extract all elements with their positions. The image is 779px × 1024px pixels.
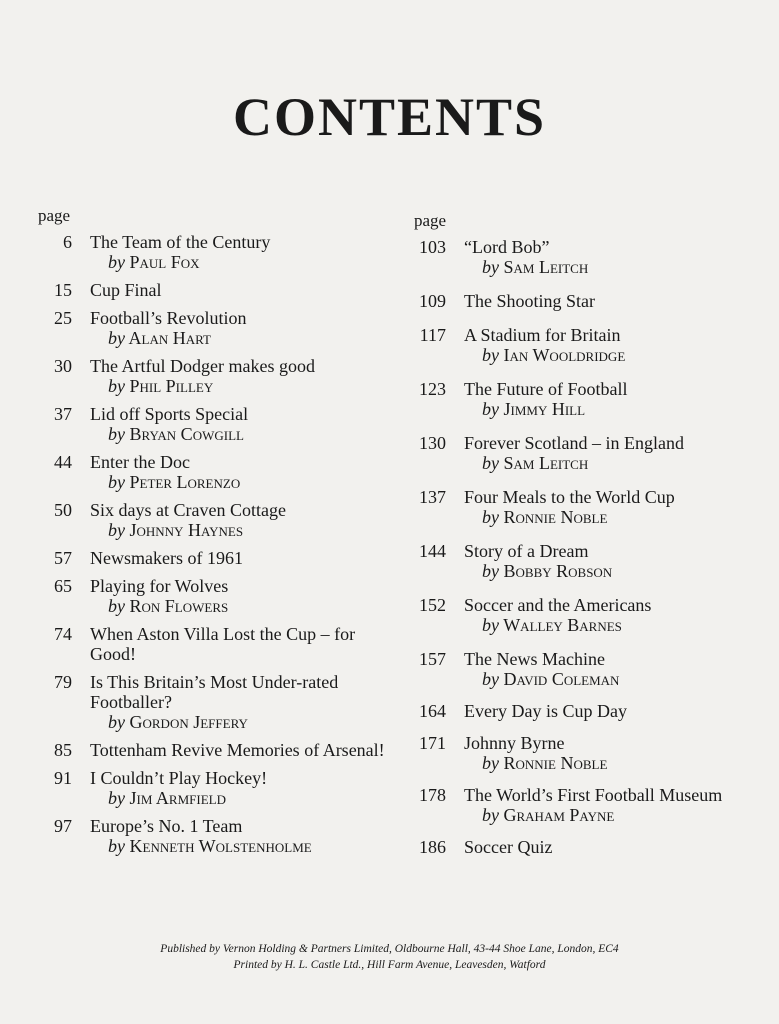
page-column-label: page — [38, 206, 71, 225]
toc-entry — [38, 672, 388, 732]
entry-author-line — [90, 252, 388, 272]
entry-author-line — [464, 615, 754, 635]
toc-entry — [38, 356, 388, 396]
toc-entry — [414, 837, 754, 857]
entry-author: Gordon Jeffery — [129, 712, 248, 732]
entry-title: Story of a Dream — [464, 541, 589, 561]
entry-title: Six days at Craven Cottage — [90, 500, 286, 520]
entry-title: I Couldn’t Play Hockey! — [90, 768, 268, 788]
entry-author: Ron Flowers — [129, 596, 229, 616]
toc-entry — [414, 541, 754, 581]
entry-page: 171 — [419, 733, 446, 753]
entry-title: Newsmakers of 1961 — [90, 548, 243, 568]
page-title: CONTENTS — [232, 87, 547, 147]
toc-entry — [38, 548, 388, 568]
entry-page: 44 — [54, 452, 72, 472]
entry-author-line — [464, 453, 754, 473]
entry-by: by — [482, 615, 499, 635]
entry-by: by — [108, 520, 125, 540]
entry-by: by — [482, 805, 499, 825]
entry-author: Peter Lorenzo — [129, 472, 241, 492]
entry-author: Sam Leitch — [503, 453, 589, 473]
entry-page: 65 — [54, 576, 72, 596]
entry-title: The World’s First Football Museum — [464, 785, 723, 805]
entry-page: 117 — [419, 325, 446, 345]
toc-entry — [414, 291, 754, 311]
entry-title: Soccer and the Americans — [464, 595, 652, 615]
entry-title: Forever Scotland – in England — [464, 433, 684, 453]
toc-entry — [38, 404, 388, 444]
entry-author-line — [90, 520, 388, 540]
entry-by: by — [108, 328, 125, 348]
entry-by: by — [108, 424, 125, 444]
entry-author-line — [464, 561, 754, 581]
entry-page: 123 — [419, 379, 446, 399]
entry-title: Four Meals to the World Cup — [464, 487, 675, 507]
toc-entry — [414, 325, 754, 365]
entry-by: by — [108, 836, 125, 856]
entry-page: 178 — [419, 785, 446, 805]
entry-page: 91 — [54, 768, 72, 788]
entry-page: 103 — [419, 237, 446, 257]
toc-entry — [38, 452, 388, 492]
entry-by: by — [482, 669, 499, 689]
entry-page: 152 — [419, 595, 446, 615]
entry-author: Alan Hart — [128, 328, 211, 348]
entry-title: The Team of the Century — [90, 232, 271, 252]
entry-author: Bryan Cowgill — [129, 424, 244, 444]
entry-title: The News Machine — [464, 649, 605, 669]
entry-by: by — [108, 376, 125, 396]
entry-title: Is This Britain’s Most Under-rated Footballer? — [90, 672, 339, 712]
entry-author: Ronnie Noble — [503, 753, 608, 773]
right-entries — [414, 237, 754, 857]
entry-title: “Lord Bob” — [464, 237, 550, 257]
entry-page: 97 — [54, 816, 72, 836]
entry-author-line — [464, 399, 754, 419]
entry-title: When Aston Villa Lost the Cup – for Good! — [90, 624, 356, 664]
toc-entry — [414, 649, 754, 689]
entry-author-line — [90, 788, 388, 808]
toc-entry — [414, 379, 754, 419]
entry-author-line — [90, 424, 388, 444]
entry-author: Ian Wooldridge — [503, 345, 626, 365]
entry-author-line — [464, 753, 754, 773]
entry-author: Johnny Haynes — [129, 520, 244, 540]
entry-author: Graham Payne — [503, 805, 615, 825]
entry-by: by — [108, 788, 125, 808]
entry-author-line — [90, 376, 388, 396]
page-column-label: page — [414, 211, 447, 230]
entry-author: David Coleman — [503, 669, 620, 689]
entry-author: Bobby Robson — [503, 561, 613, 581]
entry-title: Every Day is Cup Day — [464, 701, 627, 721]
entry-author: Kenneth Wolstenholme — [129, 836, 312, 856]
entry-author-line — [90, 328, 388, 348]
entry-author: Jimmy Hill — [503, 399, 586, 419]
toc-entry — [414, 733, 754, 773]
toc-entry — [414, 701, 754, 721]
entry-page: 74 — [54, 624, 72, 644]
toc-entry — [38, 816, 388, 856]
publisher-line: Published by Vernon Holding & Partners Limited, Oldbourne Hall, 43-44 Shoe Lane, London, EC4 — [160, 943, 619, 955]
entry-author-line — [464, 805, 754, 825]
entry-by: by — [482, 399, 499, 419]
entry-page: 50 — [54, 500, 72, 520]
entry-by: by — [482, 753, 499, 773]
entry-author: Walley Barnes — [503, 615, 622, 635]
toc-entry — [38, 740, 388, 760]
entry-title: Johnny Byrne — [464, 733, 565, 753]
entry-page: 79 — [54, 672, 72, 692]
entry-page: 30 — [54, 356, 72, 376]
entry-title: Europe’s No. 1 Team — [90, 816, 243, 836]
left-entries — [38, 232, 388, 856]
entry-page: 15 — [54, 280, 72, 300]
entry-by: by — [482, 561, 499, 581]
toc-entry — [414, 595, 754, 635]
entry-author: Sam Leitch — [503, 257, 589, 277]
toc-entry — [38, 232, 388, 272]
entry-page: 157 — [419, 649, 446, 669]
entry-title: Tottenham Revive Memories of Arsenal! — [90, 740, 385, 760]
entry-page: 137 — [419, 487, 446, 507]
entry-title: Cup Final — [90, 280, 162, 300]
entry-author-line — [464, 669, 754, 689]
entry-page: 25 — [54, 308, 72, 328]
toc-entry — [414, 433, 754, 473]
entry-title: Enter the Doc — [90, 452, 190, 472]
toc-entry — [38, 624, 388, 664]
entry-title: Lid off Sports Special — [90, 404, 249, 424]
entry-page: 164 — [419, 701, 446, 721]
entry-by: by — [108, 252, 125, 272]
entry-page: 130 — [419, 433, 446, 453]
toc-entry — [38, 280, 388, 300]
publisher-footer — [0, 941, 779, 973]
entry-by: by — [482, 345, 499, 365]
entry-page: 109 — [419, 291, 446, 311]
entry-page: 85 — [54, 740, 72, 760]
printer-line: Printed by H. L. Castle Ltd., Hill Farm Avenue, Leavesden, Watford — [233, 959, 546, 971]
entry-title: The Artful Dodger makes good — [90, 356, 315, 376]
entry-by: by — [108, 712, 125, 732]
toc-entry — [38, 576, 388, 616]
entry-title: Football’s Revolution — [90, 308, 247, 328]
entry-title: Playing for Wolves — [90, 576, 229, 596]
right-column — [414, 211, 754, 857]
entry-author-line — [464, 257, 754, 277]
entry-page: 37 — [54, 404, 72, 424]
entry-title: Soccer Quiz — [464, 837, 553, 857]
entry-author-line — [90, 596, 388, 616]
entry-by: by — [108, 472, 125, 492]
entry-page: 186 — [419, 837, 446, 857]
entry-by: by — [482, 453, 499, 473]
toc-entry — [38, 768, 388, 808]
entry-author-line — [90, 472, 388, 492]
entry-author-line — [90, 712, 388, 732]
entry-author: Ronnie Noble — [503, 507, 608, 527]
entry-author-line — [464, 507, 754, 527]
entry-author: Paul Fox — [129, 252, 200, 272]
entry-author-line — [90, 836, 388, 856]
toc-entry — [38, 500, 388, 540]
entry-by: by — [482, 257, 499, 277]
entry-author: Phil Pilley — [129, 376, 214, 396]
entry-title: The Shooting Star — [464, 291, 595, 311]
left-column — [38, 206, 388, 856]
entry-page: 6 — [63, 232, 72, 252]
toc-entry — [414, 785, 754, 825]
entry-author: Jim Armfield — [129, 788, 226, 808]
entry-by: by — [108, 596, 125, 616]
toc-entry — [414, 487, 754, 527]
toc-entry — [414, 237, 754, 277]
entry-page: 144 — [419, 541, 446, 561]
entry-by: by — [482, 507, 499, 527]
entry-page: 57 — [54, 548, 72, 568]
toc-entry — [38, 308, 388, 348]
entry-title: The Future of Football — [464, 379, 628, 399]
entry-title: A Stadium for Britain — [464, 325, 621, 345]
entry-author-line — [464, 345, 754, 365]
